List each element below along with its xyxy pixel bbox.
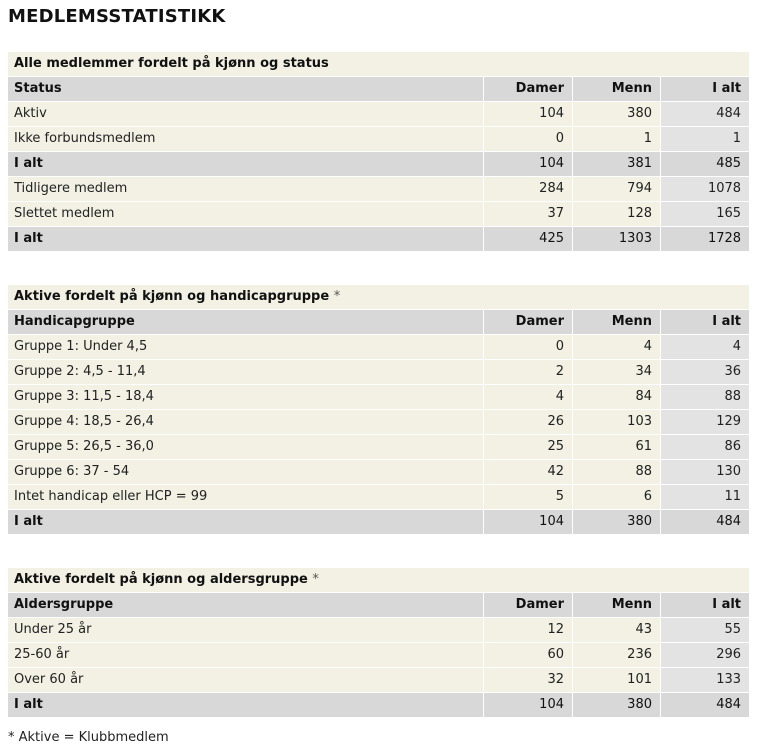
table-row: [8, 335, 749, 359]
cell-women: 104: [484, 152, 573, 176]
cell-women: 12: [484, 618, 573, 642]
column-header-women: Damer: [484, 310, 573, 334]
cell-women: 25: [484, 435, 573, 459]
cell-men: 103: [573, 410, 661, 434]
cell-total: 296: [661, 643, 749, 667]
row-label: I alt: [8, 227, 484, 251]
status-table: [8, 51, 749, 252]
cell-men: 6: [573, 485, 661, 509]
cell-men: 88: [573, 460, 661, 484]
table-caption-row: [8, 568, 749, 592]
row-label: Over 60 år: [8, 668, 484, 692]
table-row: [8, 460, 749, 484]
row-label: Slettet medlem: [8, 202, 484, 226]
column-header-handicap-group: Handicapgruppe: [8, 310, 484, 334]
table-header-row: [8, 77, 749, 101]
table-caption-row: [8, 52, 749, 76]
table-caption-text: Aktive fordelt på kjønn og aldersgruppe: [14, 572, 308, 587]
cell-total: 1078: [661, 177, 749, 201]
cell-men: 4: [573, 335, 661, 359]
table-caption-note: *: [312, 572, 319, 587]
cell-total: 129: [661, 410, 749, 434]
table-row: [8, 668, 749, 692]
table-row: [8, 385, 749, 409]
cell-total: 484: [661, 102, 749, 126]
row-label: I alt: [8, 510, 484, 534]
column-header-men: Menn: [573, 77, 661, 101]
cell-women: 104: [484, 102, 573, 126]
cell-men: 61: [573, 435, 661, 459]
cell-women: 5: [484, 485, 573, 509]
cell-total: 1: [661, 127, 749, 151]
table-total-row: [8, 152, 749, 176]
row-label: Gruppe 1: Under 4,5: [8, 335, 484, 359]
cell-total: 165: [661, 202, 749, 226]
cell-men: 34: [573, 360, 661, 384]
column-header-age-group: Aldersgruppe: [8, 593, 484, 617]
cell-total: 1728: [661, 227, 749, 251]
cell-women: 0: [484, 335, 573, 359]
row-label: Aktiv: [8, 102, 484, 126]
table-row: [8, 618, 749, 642]
table-row: [8, 410, 749, 434]
cell-women: 4: [484, 385, 573, 409]
table-row: [8, 102, 749, 126]
cell-total: 484: [661, 693, 749, 717]
cell-women: 32: [484, 668, 573, 692]
table-caption-text: Aktive fordelt på kjønn og handicapgruppe: [14, 289, 330, 304]
row-label: Gruppe 2: 4,5 - 11,4: [8, 360, 484, 384]
row-label: Tidligere medlem: [8, 177, 484, 201]
table-row: [8, 127, 749, 151]
cell-total: 55: [661, 618, 749, 642]
table-header-row: [8, 310, 749, 334]
column-header-women: Damer: [484, 593, 573, 617]
cell-total: 133: [661, 668, 749, 692]
column-header-men: Menn: [573, 310, 661, 334]
column-header-men: Menn: [573, 593, 661, 617]
cell-men: 380: [573, 102, 661, 126]
cell-women: 42: [484, 460, 573, 484]
cell-men: 43: [573, 618, 661, 642]
cell-total: 4: [661, 335, 749, 359]
table-total-row: [8, 227, 749, 251]
cell-men: 1303: [573, 227, 661, 251]
cell-women: 26: [484, 410, 573, 434]
table-row: [8, 485, 749, 509]
cell-men: 794: [573, 177, 661, 201]
cell-total: 485: [661, 152, 749, 176]
cell-men: 101: [573, 668, 661, 692]
cell-women: 425: [484, 227, 573, 251]
cell-women: 284: [484, 177, 573, 201]
cell-total: 88: [661, 385, 749, 409]
row-label: Gruppe 4: 18,5 - 26,4: [8, 410, 484, 434]
cell-total: 86: [661, 435, 749, 459]
cell-men: 380: [573, 693, 661, 717]
row-label: Gruppe 3: 11,5 - 18,4: [8, 385, 484, 409]
table-row: [8, 177, 749, 201]
cell-men: 236: [573, 643, 661, 667]
column-header-status: Status: [8, 77, 484, 101]
cell-women: 104: [484, 510, 573, 534]
cell-women: 104: [484, 693, 573, 717]
row-label: Intet handicap eller HCP = 99: [8, 485, 484, 509]
table-row: [8, 643, 749, 667]
row-label: Gruppe 5: 26,5 - 36,0: [8, 435, 484, 459]
row-label: Gruppe 6: 37 - 54: [8, 460, 484, 484]
cell-total: 11: [661, 485, 749, 509]
footnote: * Aktive = Klubbmedlem: [8, 730, 169, 745]
column-header-total: I alt: [661, 310, 749, 334]
table-caption: [8, 52, 749, 76]
table-caption: [8, 568, 749, 592]
cell-women: 37: [484, 202, 573, 226]
cell-men: 381: [573, 152, 661, 176]
cell-women: 60: [484, 643, 573, 667]
handicap-table: [8, 284, 749, 535]
table-total-row: [8, 510, 749, 534]
table-header-row: [8, 593, 749, 617]
row-label: I alt: [8, 152, 484, 176]
table-total-row: [8, 693, 749, 717]
row-label: Under 25 år: [8, 618, 484, 642]
cell-total: 130: [661, 460, 749, 484]
row-label: Ikke forbundsmedlem: [8, 127, 484, 151]
table-caption-note: *: [333, 289, 341, 304]
cell-women: 2: [484, 360, 573, 384]
column-header-women: Damer: [484, 77, 573, 101]
cell-women: 0: [484, 127, 573, 151]
cell-men: 380: [573, 510, 661, 534]
age-table: [8, 567, 749, 718]
row-label: I alt: [8, 693, 484, 717]
table-caption-row: [8, 285, 749, 309]
cell-men: 84: [573, 385, 661, 409]
table-caption-text: Alle medlemmer fordelt på kjønn og status: [14, 56, 329, 71]
cell-men: 128: [573, 202, 661, 226]
table-row: [8, 202, 749, 226]
row-label: 25-60 år: [8, 643, 484, 667]
page-title: MEDLEMSSTATISTIKK: [8, 6, 226, 27]
table-row: [8, 360, 749, 384]
column-header-total: I alt: [661, 593, 749, 617]
cell-men: 1: [573, 127, 661, 151]
column-header-total: I alt: [661, 77, 749, 101]
table-row: [8, 435, 749, 459]
cell-total: 484: [661, 510, 749, 534]
table-caption: [8, 285, 749, 309]
cell-total: 36: [661, 360, 749, 384]
